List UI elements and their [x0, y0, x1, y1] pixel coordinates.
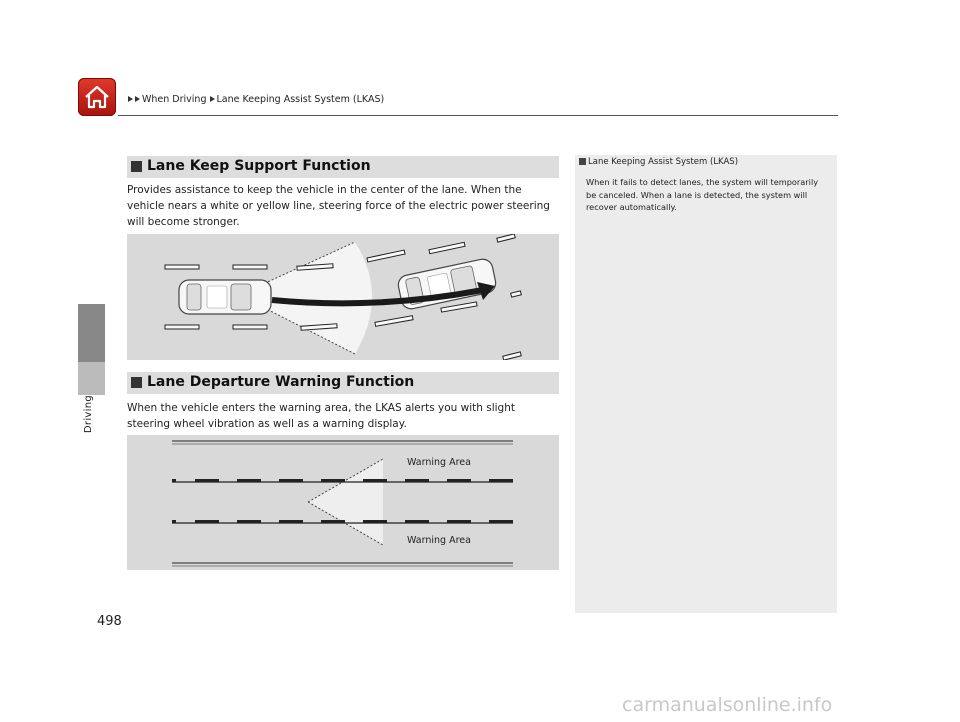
page-number: 498	[97, 614, 122, 629]
home-icon	[78, 78, 116, 116]
section-heading-lane-departure	[127, 372, 559, 394]
home-button[interactable]	[78, 78, 116, 116]
section-body-text: Provides assistance to keep the vehicle in the center of the lane. When the vehicle nears a white or yellow line, steering force of the electric power steering will become stronger.	[127, 184, 550, 228]
breadcrumb	[128, 94, 384, 105]
note-marker-icon	[579, 158, 586, 165]
car-icon	[179, 280, 271, 314]
warning-area-label-top: Warning Area	[407, 457, 471, 468]
lane-mark	[165, 265, 199, 269]
watermark: carmanualsonline.info	[622, 694, 833, 716]
section-body-text: When the vehicle enters the warning area, the LKAS alerts you with slight steering wheel vibration as well as a warning display.	[127, 402, 515, 430]
section-heading-text: Lane Departure Warning Function	[147, 374, 415, 390]
header-divider	[118, 115, 838, 116]
side-note-title	[579, 157, 738, 167]
side-section-label: Driving	[83, 395, 94, 434]
breadcrumb-item[interactable]: Lane Keeping Assist System (LKAS)	[216, 94, 385, 105]
side-note-text: When it fails to detect lanes, the system will temporarily be canceled. When a lane is detected, the system will recover automatically.	[586, 177, 819, 212]
heading-square-icon	[131, 377, 142, 388]
side-note-panel	[575, 155, 837, 613]
lane-departure-diagram	[127, 435, 559, 570]
breadcrumb-arrow-icon	[210, 96, 215, 102]
breadcrumb-arrow-icon	[135, 96, 140, 102]
side-note-title-text: Lane Keeping Assist System (LKAS)	[588, 157, 739, 167]
side-tab-marker-active	[78, 362, 105, 395]
breadcrumb-arrow-icon	[128, 96, 133, 102]
warning-area-label-bottom: Warning Area	[407, 535, 471, 546]
heading-square-icon	[131, 161, 142, 172]
side-tab-marker	[78, 304, 105, 362]
section-heading-text: Lane Keep Support Function	[147, 158, 371, 174]
lane-keep-diagram	[127, 234, 559, 360]
section-heading-lane-keep	[127, 156, 559, 178]
breadcrumb-item[interactable]: When Driving	[142, 94, 207, 105]
